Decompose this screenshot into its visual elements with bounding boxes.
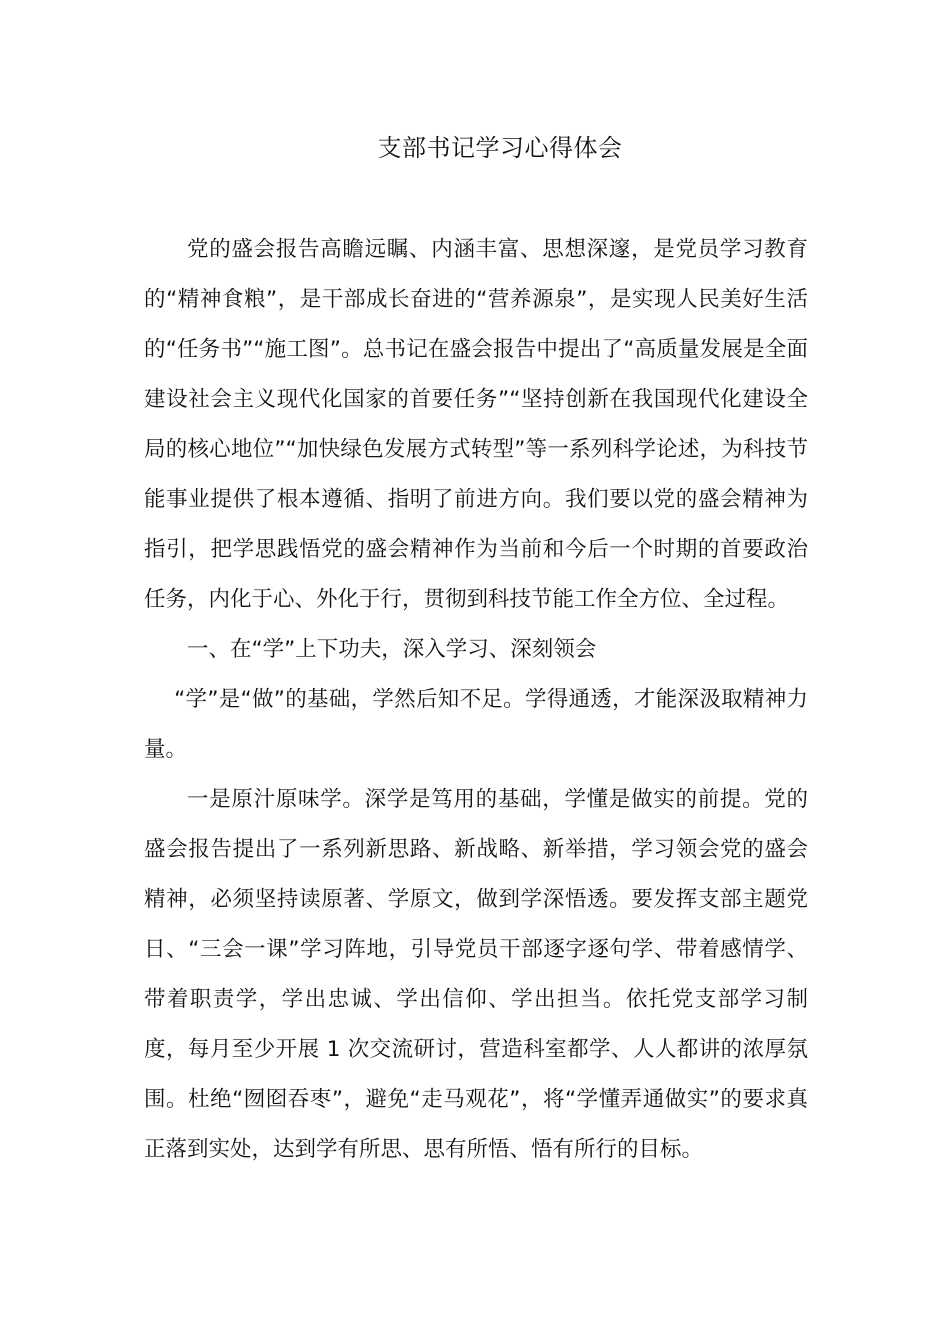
document-body <box>144 225 808 1175</box>
paragraph-section-1-lead: “学”是“做”的基础，学然后知不足。学得通透，才能深汲取精神力量。 <box>144 687 808 762</box>
document-title: 支部书记学习心得体会 <box>377 134 623 162</box>
paragraph-intro: 党的盛会报告高瞻远瞩、内涵丰富、思想深邃，是党员学习教育的“精神食粮”，是干部成长奋进的“营养源泉”，是实现人民美好生活的“任务书”“施工图”。总书记在盛会报告中提出了“高质量发展是全面建设社会主义现代化国家的首要任务”“坚持创新在我国现代化建设全局的核心地位”“加快绿色发展方式转型”等一系列科学论述，为科技节能事业提供了根本遵循、指明了前进方向。我们要以党的盛会精神为指引，把学思践悟党的盛会精神作为当前和今后一个时期的首要政治任务，内化于心、外化于行，贯彻到科技节能工作全方位、全过程。 <box>144 237 808 612</box>
section-heading-1: 一、在“学”上下功夫，深入学习、深刻领会 <box>187 637 597 662</box>
paragraph-point-1: 一是原汁原味学。深学是笃用的基础，学懂是做实的前提。党的盛会报告提出了一系列新思路、新战略、新举措，学习领会党的盛会精神，必须坚持读原著、学原文，做到学深悟透。要发挥支部主题党日、“三会一课”学习阵地，引导党员干部逐字逐句学、带着感情学、带着职责学，学出忠诚、学出信仰、学出担当。依托党支部学习制度，每月至少开展 1 次交流研讨，营造科室都学、人人都讲的浓厚氛围。杜绝“囫囵吞枣”，避免“走马观花”，将“学懂弄通做实”的要求真正落到实处，达到学有所思、思有所悟、悟有所行的目标。 <box>144 787 808 1162</box>
